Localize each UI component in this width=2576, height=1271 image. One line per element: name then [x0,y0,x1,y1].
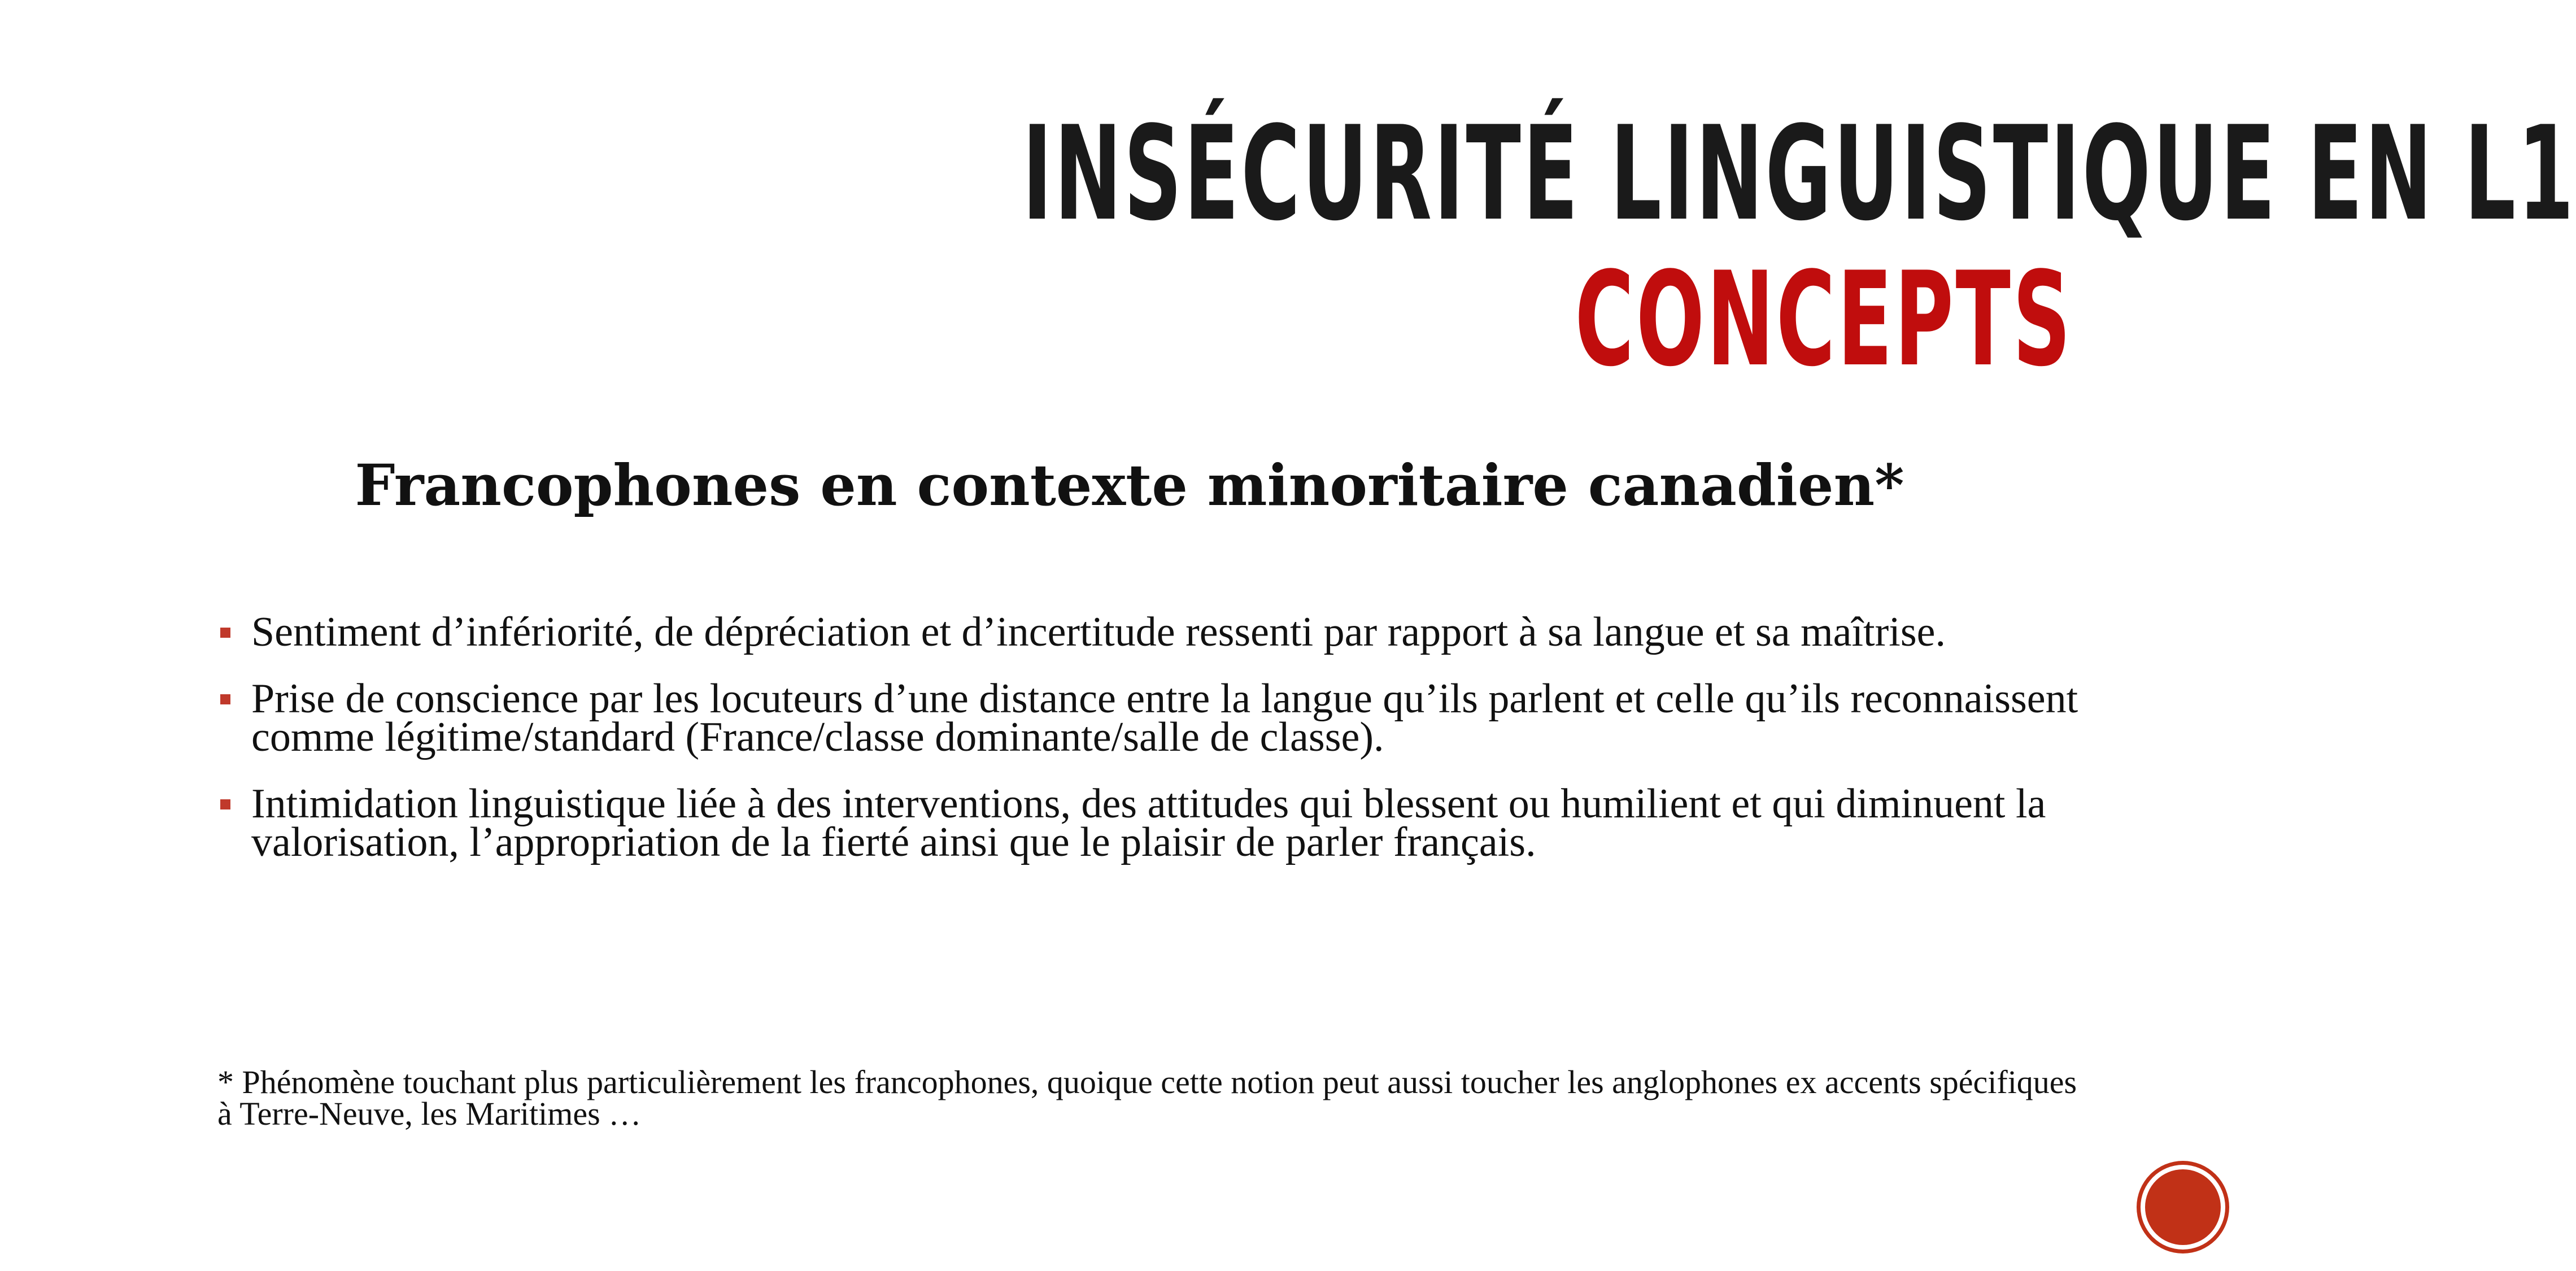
slide-nav-button[interactable] [2141,1165,2225,1250]
square-bullet-icon [220,799,230,809]
bullet-text: Sentiment d’infériorité, de dépréciation et d’incertitude ressenti par rapport à sa langue et sa maîtrise. [251,609,1946,655]
square-bullet-icon [220,628,230,638]
bullet-item [220,676,2084,760]
bullet-text: Prise de conscience par les locuteurs d’une distance entre la langue qu’ils parlent et celle qu’ils reconnaissent comme légitime/standard (France/classe dominante/salle de classe). [251,676,2078,760]
slide-title [378,99,2576,395]
bullet-item [220,781,2084,865]
title-sub: CONCEPTS [1575,244,2073,395]
slide-subtitle: Francophones en contexte minoritaire canadien* [355,452,1904,519]
bullet-text: Intimidation linguistique liée à des interventions, des attitudes qui blessent ou humilient et qui diminuent la valorisation, l’appropriation de la fierté ainsi que le plaisir de parler français. [251,781,2046,865]
bullet-item [220,609,2084,655]
bullet-list [220,609,2084,890]
footnote: * Phénomène touchant plus particulièrement les francophones, quoique cette notion peut aussi toucher les anglophones ex accents spécifiques à Terre-Neuve, les Maritimes … [217,1064,2077,1132]
square-bullet-icon [220,694,230,704]
title-main: INSÉCURITÉ LINGUISTIQUE EN L1 [1022,99,2576,250]
